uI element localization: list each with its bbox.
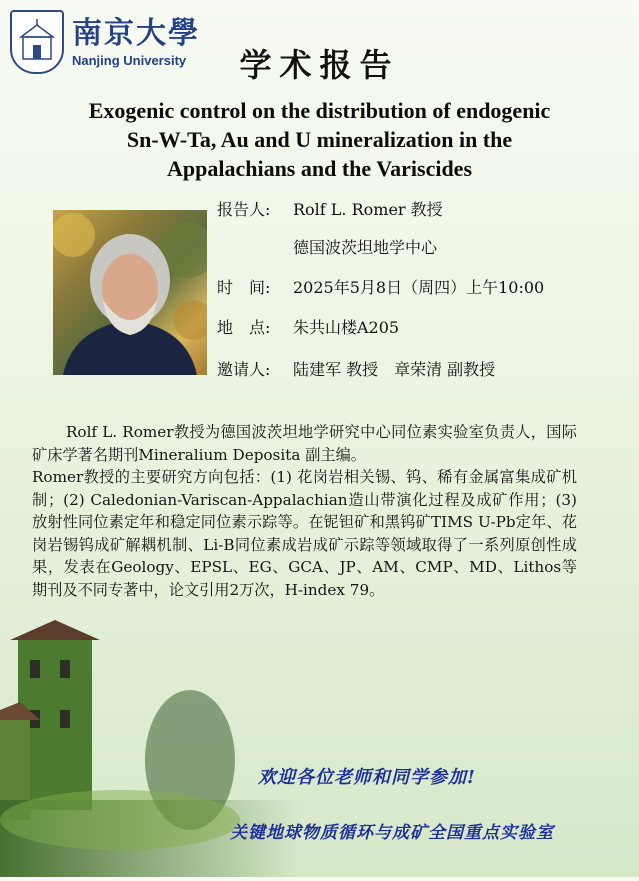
host-row [217,360,495,380]
time-label: 时 间: [217,278,271,297]
logo-english-name: Nanjing University [72,52,187,68]
organizer-lab: 关键地球物质循环与成矿全国重点实验室 [230,823,554,843]
affiliation-row [217,238,437,258]
time-value: 2025年5月8日（周四）上午10:00 [293,278,545,297]
lecture-title [20,96,619,183]
place-row [217,318,399,338]
speaker-label: 报告人: [217,200,271,219]
title-line-2: Sn-W-Ta, Au and U mineralization in the [126,127,513,152]
host-value: 陆建军 教授 章荣清 副教授 [293,360,496,379]
welcome-message: 欢迎各位老师和同学参加! [258,767,476,788]
host-label: 邀请人: [217,360,271,379]
place-label: 地 点: [217,318,271,337]
speaker-bio [32,421,577,601]
bio-paragraph-1: Rolf L. Romer教授为德国波茨坦地学研究中心同位素实验室负责人，国际矿床学著名期刊Mineralium Deposita 副主编。 [32,423,577,464]
title-line-1: Exogenic control on the distribution of endogenic [88,98,551,123]
bio-paragraph-2: Romer教授的主要研究方向包括：(1) 花岗岩相关锡、钨、稀有金属富集成矿机制；(2) Caledonian-Variscan-Appalachian造山带演化过程及成矿作用；(3) 放射性同位素定年和稳定同位素示踪等。在铌钽矿和黑钨矿TIMS U-Pb定年、花岗岩锡钨成矿解耦机制、Li-B同位素成岩成矿示踪等领域取得了一系列原创性成果，发表在Geology、EPSL、EG、GCA、JP、AM、CMP、MD、Lithos等期刊及不同专著中，论文引用2万次，H-index 79。 [32,468,577,599]
speaker-row [217,200,443,220]
speaker-affiliation: 德国波茨坦地学中心 [293,238,438,257]
page-heading: 学术报告 [239,46,400,84]
speaker-photo [53,210,207,375]
logo-chinese-name: 南京大學 [72,15,200,51]
place-value: 朱共山楼A205 [293,318,400,337]
title-line-3: Appalachians and the Variscides [166,156,473,181]
speaker-name: Rolf L. Romer 教授 [293,200,443,219]
time-row [217,278,544,298]
